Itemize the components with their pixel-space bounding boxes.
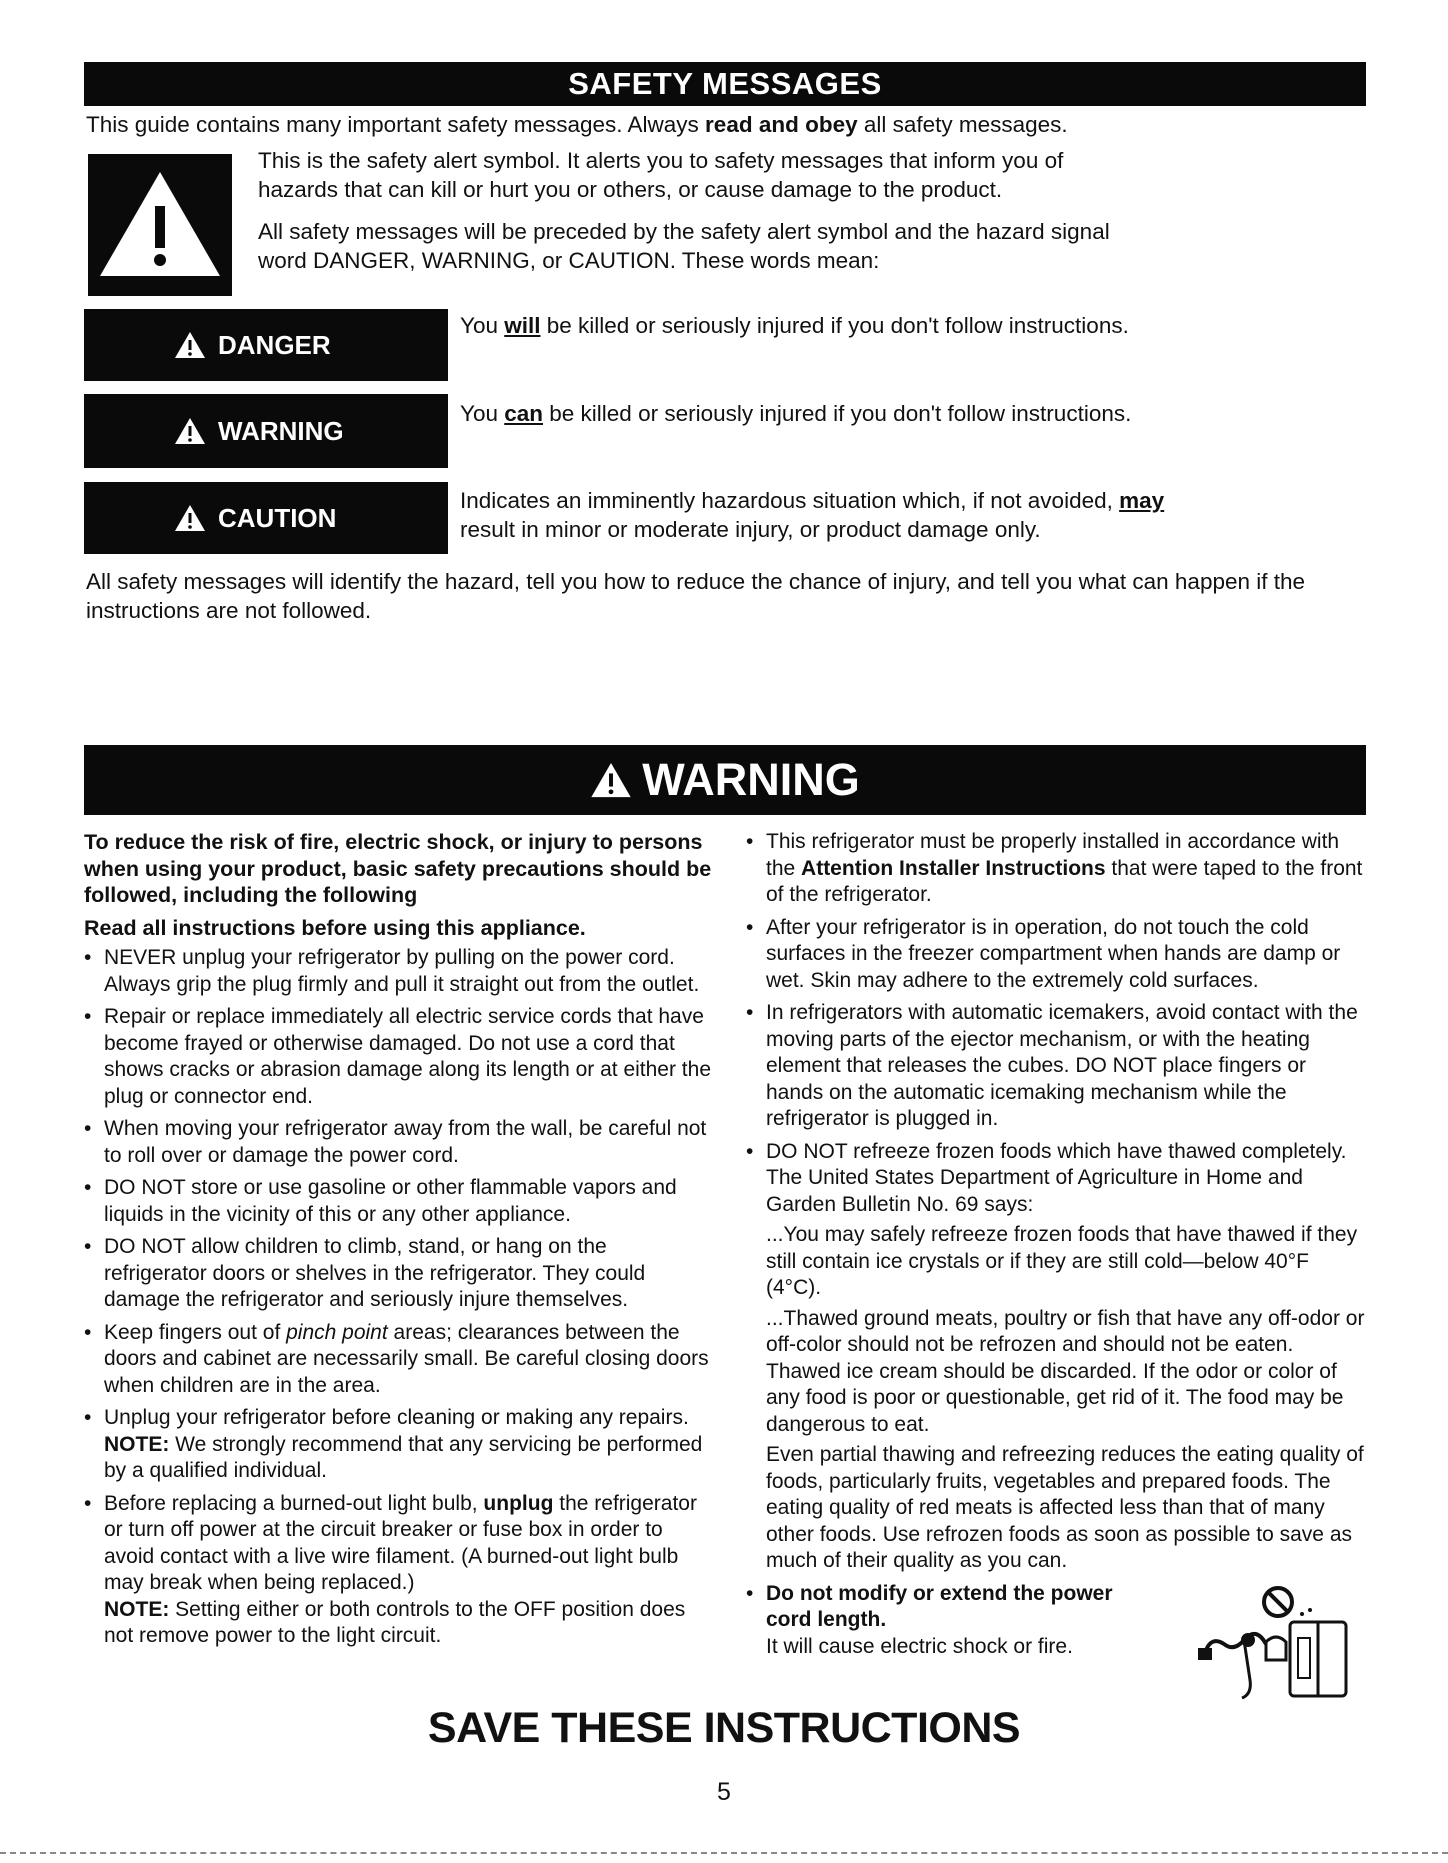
item-bold: Do not modify or extend the power cord length. xyxy=(766,1581,1113,1631)
warning-triangle-icon xyxy=(174,504,206,532)
list-item xyxy=(746,1581,1146,1661)
item-text: This refrigerator must be properly installed in accordance with the xyxy=(766,830,1340,880)
danger-description xyxy=(460,311,1280,340)
warning-key: can xyxy=(504,401,544,426)
banner-title: SAFETY MESSAGES xyxy=(568,66,882,101)
note-label: NOTE: xyxy=(104,1432,170,1456)
danger-label xyxy=(84,309,448,381)
warning-banner xyxy=(84,745,1366,815)
item-text: Keep fingers out of xyxy=(104,1320,287,1344)
warning-label-text: WARNING xyxy=(218,415,344,446)
warning-text: You xyxy=(460,401,505,426)
caution-description xyxy=(460,486,1180,544)
intro-text-part: all safety messages. xyxy=(857,112,1068,137)
save-instructions: SAVE THESE INSTRUCTIONS xyxy=(427,1704,1021,1752)
caution-key: may xyxy=(1119,488,1165,513)
safety-alert-triangle-icon xyxy=(88,154,232,296)
caution-label xyxy=(84,482,448,554)
note-label: NOTE: xyxy=(104,1597,170,1621)
danger-text: You xyxy=(460,313,505,338)
list-item: • DO NOT allow children to climb, stand, or hang on the refrigerator doors or shelves in the refrigerator. They could damage the refrigerator and seriously injure themselves. xyxy=(84,1234,714,1314)
caution-text: Indicates an imminently hazardous situation which, if not avoided, xyxy=(460,488,1120,513)
list-item: • When moving your refrigerator away from the wall, be careful not to roll over or damage the power cord. xyxy=(84,1116,714,1169)
item-text: areas; clearances between the doors and cabinet are necessarily small. Be careful closing doors when children are in the area. xyxy=(104,1320,709,1397)
warning-triangle-icon xyxy=(590,761,632,799)
warning-description xyxy=(460,399,1280,428)
no-extension-cord-icon xyxy=(1186,1578,1362,1702)
caution-text: result in minor or moderate injury, or product damage only. xyxy=(460,517,1041,542)
list-item: • NEVER unplug your refrigerator by pulling on the power cord. Always grip the plug firmly and pull it straight out from the outlet. xyxy=(84,945,714,998)
item-text: DO NOT refreeze frozen foods which have thawed completely. The United States Department of Agriculture in Home and Garden Bulletin No. 69 says: xyxy=(766,1139,1347,1216)
item-text: the refrigerator or turn off power at the circuit breaker or fuse box in order to avoid contact with a live wire filament. (A burned-out light bulb may break when being replaced.) xyxy=(104,1491,697,1594)
usda-quote-1: ...You may safely refreeze frozen foods that have thawed if they still contain ice crystals or if they are still cold—below 40°F (4°C). xyxy=(766,1223,1358,1299)
danger-label-text: DANGER xyxy=(218,329,331,360)
item-text: Before replacing a burned-out light bulb, xyxy=(104,1491,484,1515)
alert-symbol-para1: This is the safety alert symbol. It alerts you to safety messages that inform you of hazards that can kill or hurt you or others, or cause damage to the product. xyxy=(258,148,1064,202)
alert-symbol-para2: All safety messages will be preceded by the safety alert symbol and the hazard signal word DANGER, WARNING, or CAUTION. These words mean: xyxy=(258,219,1110,273)
usda-quote-2: ...Thawed ground meats, poultry or fish that have any off-odor or off-color should not be refrozen and should not be eaten. Thawed ice cream should be discarded. If the odor or color of any food is poor or questionable, get rid of it. The food may be dangerous to eat. xyxy=(766,1306,1365,1436)
read-all-heading: Read all instructions before using this appliance. xyxy=(84,915,586,940)
list-item xyxy=(84,1491,714,1650)
list-item: • In refrigerators with automatic icemakers, avoid contact with the moving parts of the ejector mechanism, or with the heating element that releases the cubes. DO NOT place fingers or hands on the automatic icemaking mechanism while the refrigerator is plugged in. xyxy=(746,1000,1368,1133)
item-bold: unplug xyxy=(483,1491,554,1515)
danger-key: will xyxy=(504,313,541,338)
item-text: that were taped to the front of the refrigerator. xyxy=(766,856,1363,906)
warning-label xyxy=(84,394,448,468)
intro-text xyxy=(86,110,1376,139)
warning-banner-title: WARNING xyxy=(642,754,860,805)
item-italic: pinch point xyxy=(286,1320,388,1344)
right-column xyxy=(746,829,1368,1666)
note-text: We strongly recommend that any servicing be performed by a qualified individual. xyxy=(104,1432,703,1482)
list-item: • DO NOT store or use gasoline or other flammable vapors and liquids in the vicinity of this or any other appliance. xyxy=(84,1175,714,1228)
list-item: • Repair or replace immediately all electric service cords that have become frayed or otherwise damaged. Do not use a cord that shows cracks or abrasion damage along its length or at either the plug or connector end. xyxy=(84,1004,714,1110)
safety-alert-symbol xyxy=(88,154,232,296)
bottom-divider xyxy=(0,1852,1448,1854)
warning-triangle-icon xyxy=(174,331,206,359)
item-text: It will cause electric shock or fire. xyxy=(766,1634,1073,1658)
intro-bold: read and obey xyxy=(705,112,858,137)
caution-label-text: CAUTION xyxy=(218,502,337,533)
list-item xyxy=(84,1405,714,1485)
warning-text: be killed or seriously injured if you don't follow instructions. xyxy=(543,401,1132,426)
precautions-heading: To reduce the risk of fire, electric shock, or injury to persons when using your product, basic safety precautions should be followed, including the following xyxy=(84,830,712,907)
danger-text: be killed or seriously injured if you don't follow instructions. xyxy=(540,313,1129,338)
item-text: Unplug your refrigerator before cleaning or making any repairs. xyxy=(104,1406,689,1429)
identify-text: All safety messages will identify the hazard, tell you how to reduce the chance of injury, and tell you what can happen if the instructions are not followed. xyxy=(86,569,1306,623)
list-item: • After your refrigerator is in operation, do not touch the cold surfaces in the freezer compartment when hands are damp or wet. Skin may adhere to the extremely cold surfaces. xyxy=(746,915,1368,995)
note-text: Setting either or both controls to the OFF position does not remove power to the light circuit. xyxy=(104,1597,686,1647)
left-column xyxy=(84,829,714,1656)
refreeze-note: Even partial thawing and refreezing reduces the eating quality of foods, particularly fruits, vegetables and prepared foods. The eating quality of red meats is affected less than that of many other foods. Use refrozen foods as soon as possible to save as much of their quality as you can. xyxy=(766,1443,1364,1572)
list-item xyxy=(84,1320,714,1400)
list-item xyxy=(746,1139,1368,1575)
list-item xyxy=(746,829,1368,909)
item-bold: Attention Installer Instructions xyxy=(801,856,1106,880)
left-bullet-list xyxy=(84,945,714,1650)
intro-text-part: This guide contains many important safety messages. Always xyxy=(86,112,706,137)
warning-triangle-icon xyxy=(174,417,206,445)
safety-messages-banner xyxy=(84,62,1366,106)
page-number: 5 xyxy=(717,1778,731,1806)
right-bullet-list xyxy=(746,829,1368,1660)
